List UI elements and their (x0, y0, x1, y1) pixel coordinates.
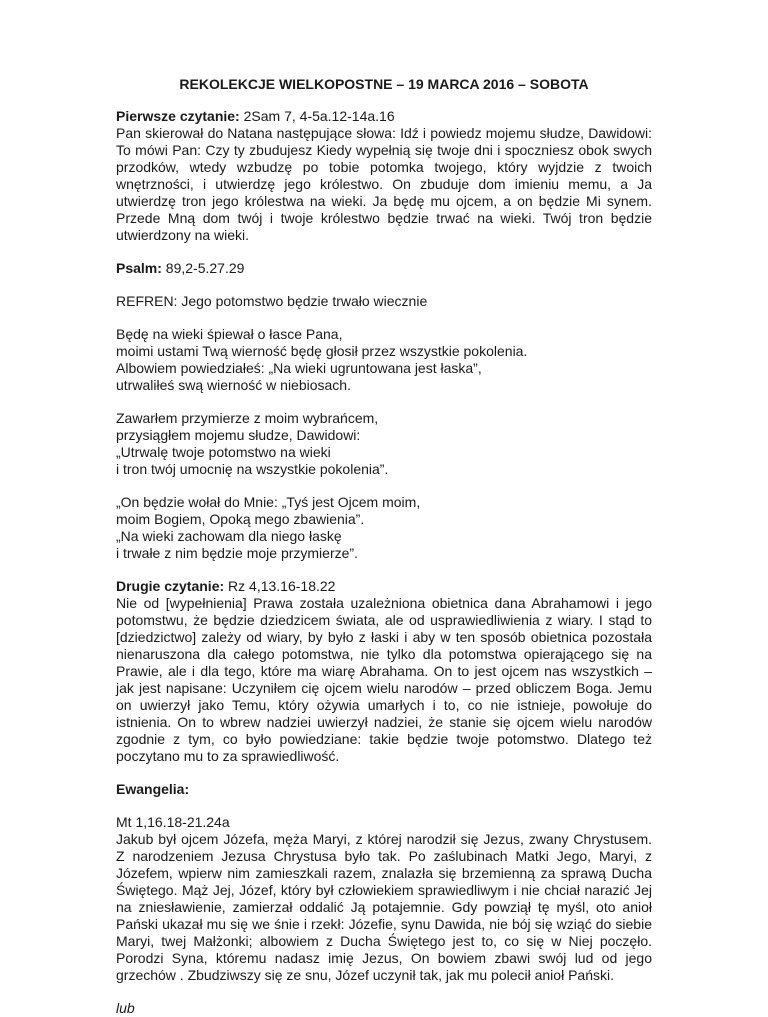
first-reading-label: Pierwsze czytanie: (116, 108, 240, 124)
psalm-verse-line: i trwałe z nim będzie moje przymierze”. (116, 545, 358, 561)
psalm-verse-line: Zawarłem przymierze z moim wybrańcem, (116, 410, 379, 426)
psalm-refrain: REFREN: Jego potomstwo będzie trwało wiecznie (116, 293, 428, 309)
psalm-verse-line: moimi ustami Twą wierność będę głosił przez wszystkie pokolenia. (116, 343, 528, 359)
first-reading-header (116, 108, 652, 125)
first-reading-ref: 2Sam 7, 4-5a.12-14a.16 (239, 108, 395, 124)
psalm-verse-line: „On będzie wołał do Mnie: „Tyś jest Ojcem moim, (116, 494, 421, 510)
psalm-header (116, 260, 652, 277)
psalm-verse-line: przysiągłem mojemu słudze, Dawidowi: (116, 427, 361, 443)
psalm-label: Psalm: (116, 260, 162, 276)
first-reading-text: Pan skierował do Natana następujące słowa: Idź i powiedz mojemu słudze, Dawidowi: To mówi Pan: Czy ty zbudujesz Kiedy wypełnią się twoje dni i spoczniesz obok swych przodków, wtedy wzbudzę po tobie potomka twojego, który wyjdzie z twoich wnętrzności, i utwierdzę jego królestwo. On zbuduje dom imieniu memu, a Ja utwierdzę tron jego królestwa na wieki. Ja będę mu ojcem, a on będzie Mi synem. Przede Mną dom twój i twoje królestwo będzie trwać na wieki. Twój tron będzie utwierdzony na wieki. (116, 125, 652, 243)
second-reading-text: Nie od [wypełnienia] Prawa została uzależniona obietnica dana Abrahamowi i jego potomstwu, że będzie dziedzicem świata, ale od usprawiedliwienia z wiary. I stąd to [dziedzictwo] zależy od wiary, by było z łaski i aby w ten sposób obietnica pozostała nienaruszona dla całego potomstwa, nie tylko dla potomstwa opierającego się na Prawie, ale i dla tego, które ma wiarę Abrahama. On to jest ojcem nas wszystkich – jak jest napisane: Uczyniłem cię ojcem wielu narodów – przed obliczem Boga. Jemu on uwierzył jako Temu, który ożywia umarłych i to, co nie istnieje, powołuje do istnienia. On to wbrew nadziei uwierzył nadziei, że stanie się ojcem wielu narodów zgodnie z tym, co było powiedziane: takie będzie twoje potomstwo. Dlatego też poczytano mu to za sprawiedliwość. (116, 595, 652, 764)
psalm-verse-line: „Utrwalę twoje potomstwo na wieki (116, 444, 331, 460)
second-reading-ref: Rz 4,13.16-18.22 (224, 578, 336, 594)
gospel-reading (116, 814, 652, 984)
second-reading (116, 578, 652, 765)
gospel-ref: Mt 1,16.18-21.24a (116, 814, 230, 830)
gospel-label: Ewangelia: (116, 781, 190, 797)
psalm-verse-line: Albowiem powiedziałeś: „Na wieki ugruntowana jest łaska”, (116, 360, 482, 376)
psalm-verse-line: „Na wieki zachowam dla niego łaskę (116, 528, 342, 544)
second-reading-header (116, 578, 652, 595)
psalm-verse-line: utrwaliłeś swą wierność w niebiosach. (116, 377, 351, 393)
psalm-verse-line: Będę na wieki śpiewał o łasce Pana, (116, 326, 343, 342)
gospel-text: Jakub był ojcem Józefa, męża Maryi, z której narodził się Jezus, zwany Chrystusem. Z narodzeniem Jezusa Chrystusa było tak. Po zaślubinach Matki Jego, Maryi, z Józefem, wpierw nim zamieszkali razem, znalazła się brzemienną za sprawą Ducha Świętego. Mąż Jej, Józef, który był człowiekiem sprawiedliwym i nie chciał narazić Jej na zniesławienie, zamierzał oddalić Ją potajemnie. Gdy powziął tę myśl, oto anioł Pański ukazał mu się we śnie i rzekł: Józefie, synu Dawida, nie bój się wziąć do siebie Maryi, twej Małżonki; albowiem z Ducha Świętego jest to, co się w Niej poczęło. Porodzi Syna, któremu nadasz imię Jezus, On bowiem zbawi swój lud od jego grzechów . Zbudziwszy się ze snu, Józef uczynił tak, jak mu polecił anioł Pański. (116, 831, 652, 983)
psalm-ref: 89,2-5.27.29 (161, 260, 245, 276)
page-title: REKOLEKCJE WIELKOPOSTNE – 19 MARCA 2016 – SOBOTA (179, 76, 589, 92)
second-reading-label: Drugie czytanie: (116, 578, 225, 594)
first-reading (116, 108, 652, 244)
psalm-stanza (116, 494, 652, 562)
psalm-stanza (116, 326, 652, 394)
gospel-alternative: lub (116, 1000, 135, 1016)
psalm-verse-line: moim Bogiem, Opoką mego zbawienia”. (116, 511, 365, 527)
psalm-verse-line: i tron twój umocnię na wszystkie pokolenia”. (116, 461, 389, 477)
psalm-stanza (116, 410, 652, 478)
